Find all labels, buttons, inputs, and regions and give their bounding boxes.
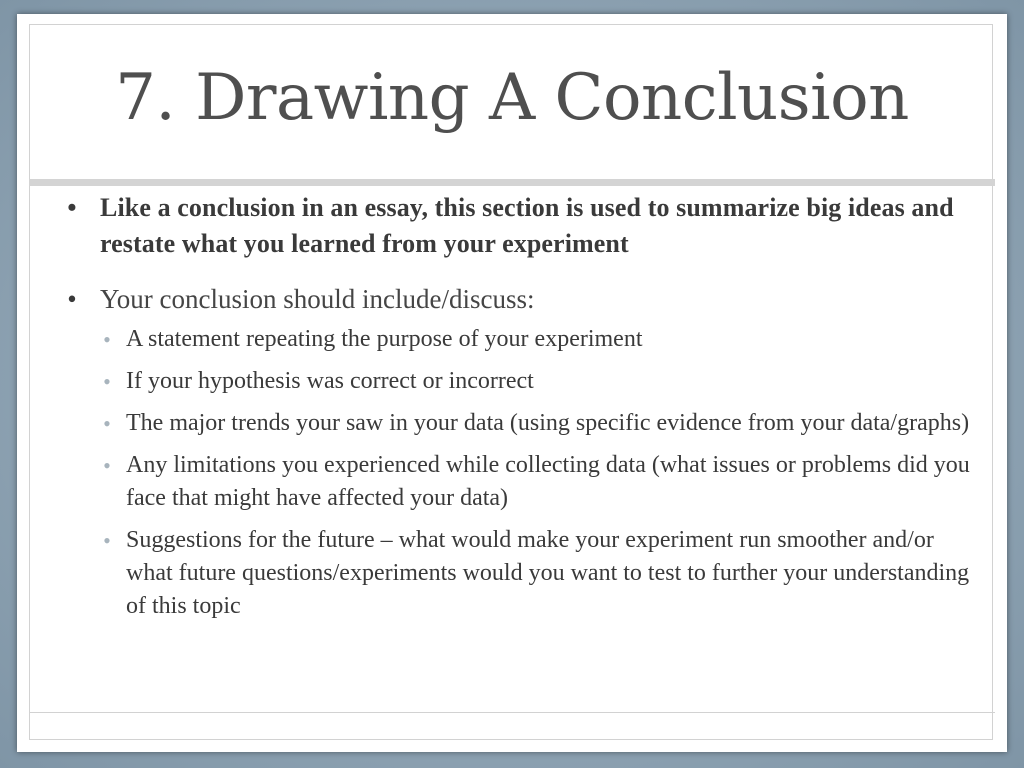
bullet-text: Your conclusion should include/discuss: [100, 284, 535, 314]
sub-bullet-icon: • [103, 453, 111, 478]
sub-bullet-text: The major trends your saw in your data (using specific evidence from your data/graphs) [126, 410, 970, 436]
sub-bullet-text: Any limitations you experienced while collecting data (what issues or problems did you face that might have affected your data) [126, 452, 970, 511]
sub-bullet-text: Suggestions for the future – what would make your experiment run smoother and/or what future questions/experiments would you want to test to further your understanding of this topic [126, 527, 970, 619]
slide-title: 7. Drawing A Conclusion [115, 61, 909, 135]
bullet-item-summary [62, 190, 982, 262]
bullet-icon: • [67, 284, 77, 314]
footer-divider [29, 712, 995, 713]
sub-bullet-item [100, 407, 982, 440]
bullet-icon: • [67, 193, 77, 222]
sub-bullet-item [100, 323, 982, 356]
sub-bullet-list [100, 323, 982, 623]
sub-bullet-text: If your hypothesis was correct or incorrect [126, 368, 534, 394]
title-divider [29, 179, 995, 186]
sub-bullet-item [100, 524, 982, 623]
slide-content [62, 190, 982, 632]
sub-bullet-icon: • [103, 411, 111, 436]
sub-bullet-item [100, 365, 982, 398]
bullet-text: Like a conclusion in an essay, this section is used to summarize big ideas and restate what you learned from your experiment [100, 193, 954, 258]
bullet-list [62, 190, 982, 623]
sub-bullet-icon: • [103, 528, 111, 553]
slide-card [17, 14, 1007, 752]
sub-bullet-icon: • [103, 327, 111, 352]
bullet-item-include [62, 282, 982, 623]
sub-bullet-item [100, 449, 982, 515]
sub-bullet-text: A statement repeating the purpose of your experiment [126, 326, 643, 352]
sub-bullet-icon: • [103, 369, 111, 394]
